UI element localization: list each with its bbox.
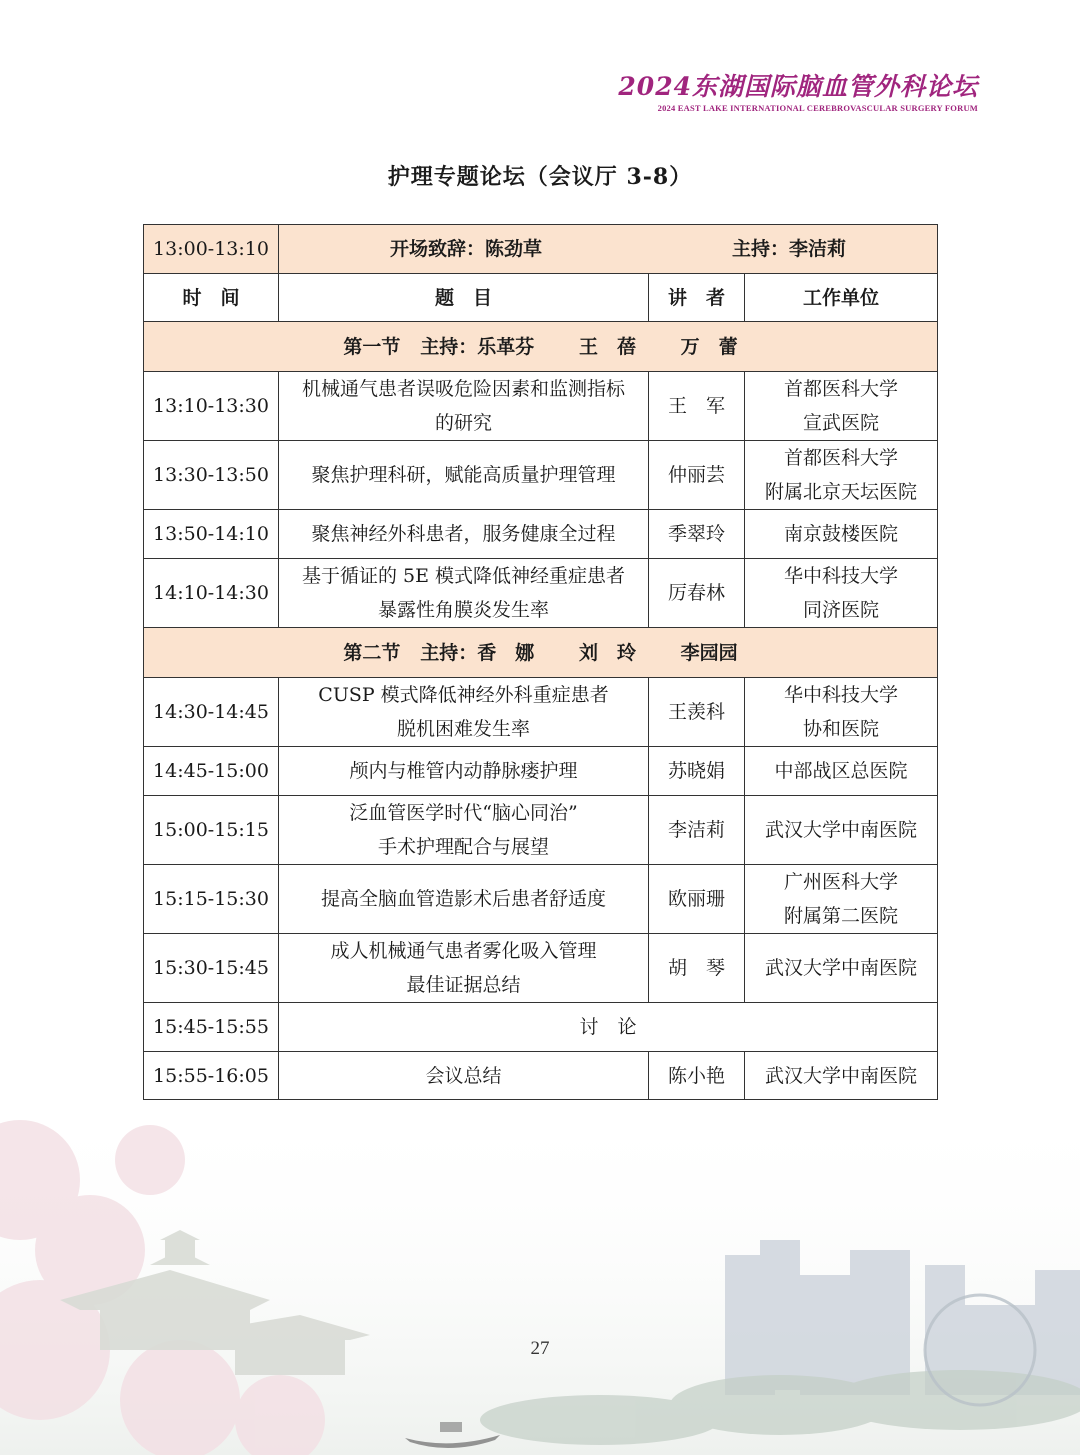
forum-title-zh: 2024东湖国际脑血管外科论坛 — [618, 72, 978, 101]
row-speaker: 仲丽芸 — [649, 441, 745, 510]
row-speaker: 李洁莉 — [649, 796, 745, 865]
table-row — [144, 796, 938, 865]
row-unit: 广州医科大学 附属第二医院 — [745, 865, 938, 934]
row-topic: 聚焦神经外科患者，服务健康全过程 — [279, 510, 649, 559]
section-2-host-1: 主持：香 娜 — [420, 641, 535, 664]
row-topic: 基于循证的 5E 模式降低神经重症患者 暴露性角膜炎发生率 — [279, 559, 649, 628]
row-speaker: 厉春林 — [649, 559, 745, 628]
discussion-time: 15:45-15:55 — [144, 1003, 279, 1052]
row-time: 13:10-13:30 — [144, 372, 279, 441]
col-topic-header: 题 目 — [279, 274, 649, 322]
section-2-header — [144, 628, 938, 678]
summary-row — [144, 1052, 938, 1100]
row-unit: 武汉大学中南医院 — [745, 796, 938, 865]
row-topic: 泛血管医学时代“脑心同治” 手术护理配合与展望 — [279, 796, 649, 865]
row-speaker: 欧丽珊 — [649, 865, 745, 934]
opening-time: 13:00-13:10 — [144, 225, 279, 274]
section-1-host-3: 万 蕾 — [680, 335, 738, 358]
summary-time: 15:55-16:05 — [144, 1052, 279, 1100]
column-header-row — [144, 274, 938, 322]
table-row — [144, 441, 938, 510]
row-topic: CUSP 模式降低神经外科重症患者 脱机困难发生率 — [279, 678, 649, 747]
discussion-label: 讨 论 — [279, 1003, 938, 1052]
row-speaker: 苏晓娟 — [649, 747, 745, 796]
row-unit: 华中科技大学 同济医院 — [745, 559, 938, 628]
row-time: 15:30-15:45 — [144, 934, 279, 1003]
opening-row — [144, 225, 938, 274]
row-unit: 中部战区总医院 — [745, 747, 938, 796]
section-1-hosts — [144, 322, 938, 372]
section-1-header — [144, 322, 938, 372]
opening-cell — [279, 225, 938, 274]
col-time-header: 时 间 — [144, 274, 279, 322]
row-topic: 成人机械通气患者雾化吸入管理 最佳证据总结 — [279, 934, 649, 1003]
section-1-host-1: 主持：乐革芬 — [420, 335, 535, 358]
row-unit: 首都医科大学 附属北京天坛医院 — [745, 441, 938, 510]
section-1-host-2: 王 蓓 — [578, 335, 636, 358]
row-time: 13:50-14:10 — [144, 510, 279, 559]
page-title: 护理专题论坛（会议厅 3-8） — [387, 164, 693, 190]
row-time: 13:30-13:50 — [144, 441, 279, 510]
row-unit: 武汉大学中南医院 — [745, 934, 938, 1003]
row-speaker: 胡 琴 — [649, 934, 745, 1003]
table-row — [144, 934, 938, 1003]
table-row — [144, 510, 938, 559]
watercolor-landscape-decoration — [0, 1100, 1080, 1455]
col-unit-header: 工作单位 — [745, 274, 938, 322]
section-2-label: 第二节 — [343, 641, 401, 664]
row-unit: 华中科技大学 协和医院 — [745, 678, 938, 747]
row-time: 15:00-15:15 — [144, 796, 279, 865]
schedule-table — [143, 224, 938, 1100]
discussion-row — [144, 1003, 938, 1052]
row-topic: 提高全脑血管造影术后患者舒适度 — [279, 865, 649, 934]
row-topic: 聚焦护理科研，赋能高质量护理管理 — [279, 441, 649, 510]
section-2-hosts — [144, 628, 938, 678]
table-row — [144, 559, 938, 628]
section-2-host-2: 刘 玲 — [578, 641, 636, 664]
opening-host: 主持：李洁莉 — [732, 238, 847, 260]
table-row — [144, 372, 938, 441]
forum-logo — [618, 72, 978, 113]
row-time: 15:15-15:30 — [144, 865, 279, 934]
row-speaker: 王羡科 — [649, 678, 745, 747]
row-time: 14:45-15:00 — [144, 747, 279, 796]
table-row — [144, 678, 938, 747]
page-number: 27 — [530, 1338, 550, 1359]
row-topic: 颅内与椎管内动静脉瘘护理 — [279, 747, 649, 796]
table-row — [144, 865, 938, 934]
col-speaker-header: 讲 者 — [649, 274, 745, 322]
row-time: 14:10-14:30 — [144, 559, 279, 628]
row-time: 14:30-14:45 — [144, 678, 279, 747]
summary-topic: 会议总结 — [279, 1052, 649, 1100]
row-unit: 首都医科大学 宣武医院 — [745, 372, 938, 441]
forum-title-en: 2024 EAST LAKE INTERNATIONAL CEREBROVASCULAR SURGERY FORUM — [657, 103, 978, 113]
section-2-host-3: 李园园 — [680, 641, 738, 664]
opening-speech: 开场致辞：陈劲草 — [389, 238, 542, 260]
section-1-label: 第一节 — [343, 335, 401, 358]
row-speaker: 王 军 — [649, 372, 745, 441]
row-topic: 机械通气患者误吸危险因素和监测指标 的研究 — [279, 372, 649, 441]
row-unit: 南京鼓楼医院 — [745, 510, 938, 559]
table-row — [144, 747, 938, 796]
summary-speaker: 陈小艳 — [649, 1052, 745, 1100]
summary-unit: 武汉大学中南医院 — [745, 1052, 938, 1100]
row-speaker: 季翠玲 — [649, 510, 745, 559]
